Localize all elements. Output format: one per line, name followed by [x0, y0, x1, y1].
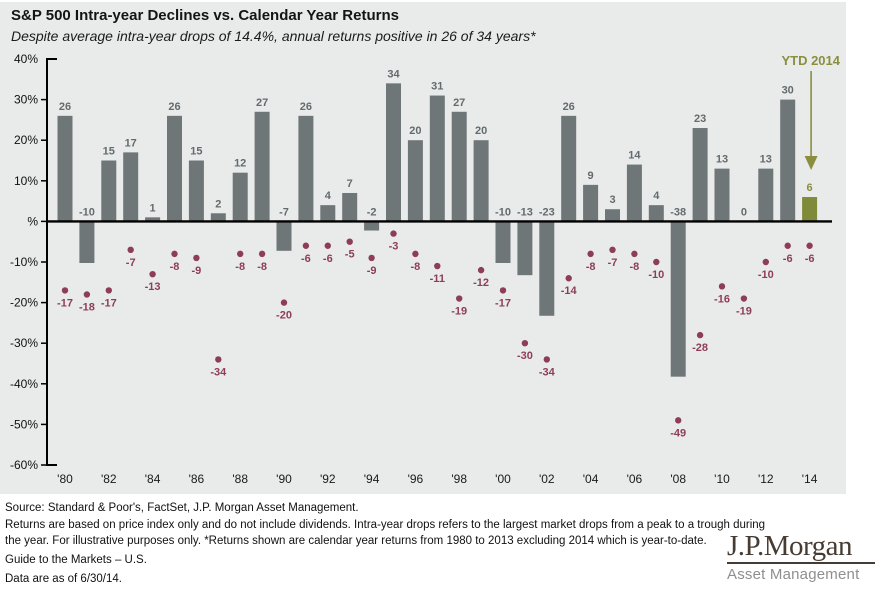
- decline-dot-1993: [347, 239, 353, 245]
- return-bar-2000: [496, 222, 511, 263]
- bar-value-label: 13: [759, 153, 772, 166]
- decline-value-label: -6: [301, 252, 311, 265]
- decline-value-label: -12: [473, 277, 490, 290]
- decline-dot-1998: [456, 295, 462, 301]
- decline-dot-2011: [741, 295, 747, 301]
- y-tick-label: 30%: [13, 92, 38, 107]
- bar-value-label: 0: [740, 206, 747, 219]
- decline-value-label: -18: [78, 301, 95, 314]
- x-tick-label: '00: [495, 472, 511, 486]
- decline-dot-1995: [390, 230, 396, 236]
- return-bar-2010: [715, 169, 730, 222]
- jpmorgan-logo: [727, 531, 877, 583]
- decline-dot-1989: [259, 251, 265, 257]
- decline-value-label: -19: [735, 305, 752, 318]
- decline-value-label: -6: [782, 252, 793, 265]
- decline-dot-2013: [785, 243, 791, 249]
- decline-dot-1980: [62, 287, 68, 293]
- decline-dot-2004: [587, 251, 593, 257]
- bar-value-label: 15: [190, 145, 203, 158]
- decline-value-label: -10: [757, 269, 774, 281]
- bar-value-label: 20: [409, 125, 422, 138]
- decline-dot-2014: [806, 243, 812, 249]
- decline-value-label: -8: [585, 260, 596, 273]
- decline-value-label: -9: [191, 264, 202, 277]
- decline-value-label: -10: [648, 269, 665, 281]
- return-bar-1987: [211, 213, 226, 221]
- return-bar-2012: [758, 169, 773, 222]
- decline-value-label: -17: [100, 297, 117, 310]
- bar-value-label: 12: [234, 157, 247, 170]
- decline-value-label: -17: [57, 297, 73, 310]
- bar-value-label: -2: [366, 206, 377, 219]
- x-tick-label: '10: [714, 472, 730, 486]
- decline-dot-1982: [106, 287, 112, 293]
- return-bar-2003: [561, 116, 576, 222]
- decline-value-label: -7: [125, 256, 136, 269]
- bar-value-label: 23: [693, 113, 707, 126]
- x-tick-label: '84: [144, 472, 161, 486]
- x-tick-label: '82: [100, 472, 117, 486]
- jpmorgan-logo-wordmark: J.P.Morgan: [727, 530, 852, 562]
- x-tick-label: '08: [670, 472, 687, 486]
- x-tick-label: '94: [363, 472, 380, 486]
- decline-dot-1999: [478, 267, 484, 273]
- y-tick-label: -10%: [9, 255, 38, 269]
- decline-value-label: -8: [410, 260, 421, 273]
- bar-value-label: 26: [58, 100, 72, 113]
- return-bar-2014: [802, 197, 817, 221]
- bar-value-label: 13: [715, 153, 729, 166]
- return-bar-1985: [167, 116, 182, 222]
- footnote-line-2: the year. For illustrative purposes only. *Returns shown are calendar year returns from 1980 to 2013 excluding 2014 which is year-to-date.: [5, 535, 707, 547]
- decline-dot-2002: [544, 356, 550, 362]
- decline-value-label: -11: [429, 273, 445, 286]
- jpmorgan-logo-subtitle: Asset Management: [727, 566, 860, 583]
- decline-dot-1985: [171, 251, 177, 257]
- data-as-of-label: Data are as of 6/30/14.: [5, 573, 122, 585]
- decline-value-label: -6: [322, 252, 333, 265]
- bar-value-label: 30: [781, 84, 794, 97]
- bar-value-label: 20: [474, 125, 488, 138]
- decline-value-label: -9: [366, 264, 377, 277]
- decline-value-label: -6: [804, 252, 815, 265]
- bar-value-label: -10: [78, 206, 95, 219]
- bar-value-label: 14: [628, 149, 641, 162]
- x-tick-label: '90: [276, 472, 292, 486]
- decline-dot-1991: [303, 243, 309, 249]
- x-tick-label: '86: [188, 472, 205, 486]
- bar-value-label: 26: [299, 100, 313, 113]
- decline-dot-2008: [675, 417, 681, 423]
- decline-value-label: -19: [451, 305, 468, 318]
- return-bar-1992: [320, 205, 335, 221]
- decline-dot-1990: [281, 299, 287, 305]
- y-tick-label: -60%: [9, 458, 38, 472]
- bar-value-label: 9: [587, 169, 594, 182]
- decline-value-label: -8: [629, 260, 640, 273]
- decline-dot-1987: [215, 356, 221, 362]
- decline-dot-1997: [434, 263, 440, 269]
- return-bar-2006: [627, 165, 642, 222]
- return-bar-2005: [605, 209, 620, 221]
- return-bar-1999: [474, 140, 489, 221]
- returns-chart-svg: [0, 2, 846, 494]
- guide-to-markets-label: Guide to the Markets – U.S.: [5, 554, 147, 566]
- return-bar-1997: [430, 96, 445, 222]
- bar-value-label: 31: [431, 80, 444, 93]
- decline-value-label: -13: [144, 281, 161, 294]
- y-tick-label: -40%: [9, 376, 38, 391]
- x-tick-label: '14: [801, 472, 818, 486]
- x-tick-label: '04: [582, 472, 599, 486]
- bar-value-label: 4: [324, 190, 331, 203]
- chart-panel: [0, 2, 846, 494]
- decline-dot-2010: [719, 283, 725, 289]
- decline-dot-1992: [325, 243, 331, 249]
- bar-value-label: 7: [346, 177, 353, 190]
- decline-value-label: -49: [670, 427, 687, 440]
- return-bar-1993: [342, 193, 357, 221]
- x-tick-label: '02: [538, 472, 555, 486]
- decline-dot-1981: [84, 291, 90, 297]
- decline-value-label: -8: [235, 260, 246, 273]
- return-bar-1983: [123, 152, 138, 221]
- page-subtitle: Despite average intra-year drops of 14.4%, annual returns positive in 26 of 34 years*: [11, 28, 536, 44]
- decline-dot-2006: [631, 251, 637, 257]
- bar-value-label: -7: [279, 206, 289, 219]
- ytd-2014-label: YTD 2014: [781, 53, 840, 68]
- return-bar-1996: [408, 140, 423, 221]
- decline-value-label: -28: [692, 342, 709, 355]
- decline-dot-1994: [368, 255, 374, 261]
- decline-dot-2003: [566, 275, 572, 281]
- return-bar-1980: [58, 116, 73, 222]
- footnote-line-1: Returns are based on price index only and do not include dividends. Intra-year drops refers to the largest market drops from a peak to a trough during: [5, 519, 766, 531]
- return-bar-2009: [693, 128, 708, 221]
- decline-value-label: -34: [538, 366, 555, 379]
- y-tick-label: 40%: [13, 52, 38, 66]
- x-tick-label: '88: [232, 472, 249, 486]
- x-tick-label: '92: [319, 472, 336, 486]
- decline-dot-2000: [500, 287, 506, 293]
- decline-dot-2001: [522, 340, 528, 346]
- return-bar-1990: [277, 222, 292, 250]
- decline-value-label: -20: [276, 309, 292, 322]
- return-bar-1995: [386, 83, 401, 221]
- return-bar-2004: [583, 185, 598, 222]
- y-tick-label: -20%: [9, 295, 38, 310]
- bar-value-label: 26: [168, 100, 181, 113]
- source-line: Source: Standard & Poor's, FactSet, J.P. Morgan Asset Management.: [5, 502, 359, 514]
- bar-value-label: 27: [255, 96, 269, 109]
- bar-value-label: 15: [102, 145, 115, 158]
- return-bar-2013: [780, 100, 795, 222]
- decline-value-label: -3: [388, 240, 399, 253]
- decline-value-label: -30: [516, 350, 533, 363]
- jpmorgan-logo-rule: [727, 562, 875, 564]
- x-tick-label: '06: [626, 472, 643, 486]
- decline-dot-1988: [237, 251, 243, 257]
- decline-dot-2009: [697, 332, 703, 338]
- decline-value-label: -34: [210, 366, 227, 379]
- return-bar-1986: [189, 161, 204, 222]
- return-bar-1989: [255, 112, 270, 222]
- decline-value-label: -16: [714, 293, 730, 306]
- y-tick-label: -30%: [9, 336, 38, 351]
- bar-value-label: -38: [670, 206, 687, 219]
- x-tick-label: '80: [57, 472, 73, 486]
- return-bar-1988: [233, 173, 248, 222]
- decline-dot-2012: [763, 259, 769, 265]
- return-bar-1981: [79, 222, 94, 263]
- return-bar-2008: [671, 222, 686, 376]
- return-bar-2002: [539, 222, 554, 315]
- bar-value-label: 26: [562, 100, 575, 113]
- decline-dot-1983: [128, 247, 134, 253]
- decline-value-label: -8: [169, 260, 180, 273]
- ytd-arrow-head: [805, 156, 818, 170]
- decline-value-label: -5: [344, 248, 355, 261]
- bar-value-label: 6: [806, 182, 813, 195]
- x-tick-label: '96: [407, 472, 424, 486]
- page-title: S&P 500 Intra-year Declines vs. Calendar Year Returns: [11, 7, 399, 24]
- return-bar-2007: [649, 205, 664, 221]
- return-bar-1998: [452, 112, 467, 222]
- decline-value-label: -17: [495, 297, 511, 310]
- return-bar-2001: [517, 222, 532, 275]
- decline-value-label: -7: [607, 256, 618, 269]
- decline-dot-1986: [193, 255, 199, 261]
- return-bar-1982: [101, 161, 116, 222]
- decline-dot-1984: [149, 271, 155, 277]
- return-bar-1991: [298, 116, 313, 222]
- bar-value-label: 1: [149, 202, 156, 215]
- y-tick-label: 10%: [13, 173, 38, 188]
- decline-dot-1996: [412, 251, 418, 257]
- decline-dot-2007: [653, 259, 659, 265]
- y-tick-label: 20%: [13, 133, 38, 148]
- x-tick-label: '12: [757, 472, 774, 486]
- decline-dot-2005: [609, 247, 615, 253]
- decline-value-label: -8: [257, 260, 267, 273]
- y-tick-label: %: [27, 214, 38, 229]
- bar-value-label: 4: [653, 190, 660, 203]
- bar-value-label: -13: [516, 206, 533, 219]
- decline-value-label: -14: [560, 285, 577, 298]
- bar-value-label: 3: [609, 194, 616, 207]
- bar-value-label: 27: [453, 96, 466, 109]
- bar-value-label: 2: [215, 198, 222, 211]
- bar-value-label: 17: [124, 137, 137, 150]
- x-tick-label: '98: [451, 472, 468, 486]
- bar-value-label: -10: [495, 206, 511, 219]
- bar-value-label: 34: [387, 68, 400, 81]
- y-tick-label: -50%: [9, 417, 38, 432]
- bar-value-label: -23: [538, 206, 555, 219]
- return-bar-1994: [364, 222, 379, 230]
